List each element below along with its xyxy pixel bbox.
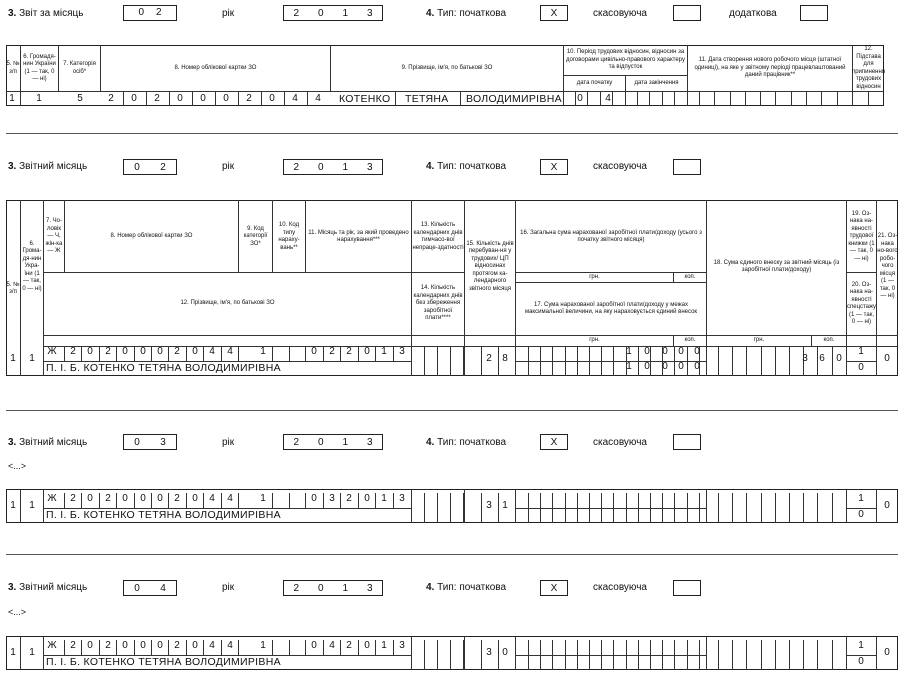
col-7-header: 7. Категорія осіб*	[63, 61, 96, 75]
field-4-number: 4.	[426, 161, 435, 172]
full-name: П. І. Б. КОТЕНКО ТЕТЯНА ВОЛОДИМИРІВНА	[46, 509, 281, 521]
month-digit: 3	[160, 436, 166, 448]
col-12-header: 12. Прізвище, ім'я, по батькові ЗО	[180, 300, 275, 307]
col-10b-header: дата закінчення	[634, 79, 679, 86]
year-digit: 2	[293, 7, 300, 19]
field-3-number: 3.	[8, 161, 17, 172]
sum17-digit: 0	[662, 361, 668, 372]
type-additional-checkbox[interactable]	[800, 5, 828, 21]
section-divider	[6, 554, 898, 555]
workbook-flag: 1	[858, 346, 864, 357]
type-initial-checkbox[interactable]	[540, 5, 568, 21]
card-digit: 0	[122, 493, 128, 504]
card-digit: 0	[140, 640, 146, 651]
col-10-header: 10. Код типу нараху-вань**	[278, 222, 300, 251]
days-digit: 8	[502, 353, 508, 364]
start-digit: 4	[605, 93, 611, 104]
report-type-label: Тип: початкова	[437, 437, 507, 448]
card-digit: 4	[227, 346, 233, 357]
year-digit: 2	[293, 161, 300, 173]
year-digit: 1	[342, 436, 349, 448]
col-18-kop: коп.	[823, 337, 835, 344]
year-digit: 0	[317, 436, 324, 448]
card-digit: 2	[154, 93, 160, 104]
card-digit: 0	[87, 493, 93, 504]
type-cancel-checkbox[interactable]	[673, 159, 701, 175]
col-20-header: 20. Оз-нака на-явності спецстажу (1 — так, 0 — ні)	[846, 281, 877, 325]
type-cancel-label: скасовуюча	[593, 437, 647, 448]
col-10a-header: дата початку	[576, 79, 613, 86]
sum16-digit: 0	[644, 346, 650, 357]
citizen-flag: 1	[29, 353, 35, 364]
year-digit: 0	[317, 7, 324, 19]
report-month-label: Звіт за місяць	[19, 8, 84, 19]
days-digit: 0	[502, 647, 508, 658]
type-cancel-label: скасовуюча	[593, 161, 647, 172]
month-digit: 2	[156, 7, 162, 18]
check-mark: X	[550, 436, 558, 448]
period-digit: 3	[399, 493, 405, 504]
year-label: рік	[222, 161, 235, 172]
report-year-box[interactable]	[283, 159, 383, 175]
field-4-number: 4.	[426, 437, 435, 448]
card-digit: 0	[177, 93, 183, 104]
type-initial-checkbox[interactable]	[540, 580, 568, 596]
report-year-box[interactable]	[283, 434, 383, 450]
new-job-flag: 0	[884, 500, 890, 511]
col-8-header: 8. Номер облікової картки ЗО	[110, 233, 193, 240]
card-digit: 4	[227, 640, 233, 651]
month-digit: 0	[138, 7, 144, 18]
category-code: 1	[260, 640, 266, 651]
card-digit: 0	[157, 493, 163, 504]
card-digit: 0	[192, 640, 198, 651]
card-digit: 2	[174, 346, 180, 357]
col-15-header: 15. Кількість днів перебуван-ня у трудових/ ЦП відносинах протягом ка-лендарного звітного місяця	[466, 240, 514, 292]
start-digit: 0	[577, 93, 583, 104]
year-digit: 1	[342, 7, 349, 19]
month-digit: 4	[160, 582, 166, 594]
sex-value: Ж	[47, 346, 57, 357]
field-3-number: 3.	[8, 437, 17, 448]
field-3-number: 3.	[8, 8, 17, 19]
type-initial-checkbox[interactable]	[540, 434, 568, 450]
year-digit: 3	[366, 7, 373, 19]
sex-value: Ж	[47, 493, 57, 504]
days-digit: 2	[486, 353, 492, 364]
card-digit: 4	[209, 346, 215, 357]
period-digit: 1	[381, 493, 387, 504]
field-3-number: 3.	[8, 582, 17, 593]
type-cancel-checkbox[interactable]	[673, 5, 701, 21]
sum16-digit: 0	[694, 346, 700, 357]
card-digit: 2	[105, 493, 111, 504]
type-initial-checkbox[interactable]	[540, 159, 568, 175]
report-year-box[interactable]	[283, 580, 383, 596]
card-digit: 2	[70, 346, 76, 357]
col-12-header: 12. Підстава для припинення трудових відносин	[851, 46, 886, 90]
omission-marker: <...>	[8, 461, 27, 471]
col-9-header: 9. Код категорії ЗО*	[243, 225, 268, 247]
card-digit: 2	[246, 93, 252, 104]
col-11-header: 11. Місяць та рік, за який проведено нарахування***	[308, 229, 409, 243]
col-16-kop: коп.	[684, 273, 696, 280]
card-digit: 0	[192, 493, 198, 504]
col-5-header: 5. № з/п	[6, 281, 20, 295]
period-digit: 3	[399, 640, 405, 651]
card-digit: 0	[269, 93, 275, 104]
year-digit: 3	[366, 161, 373, 173]
col-5-header: 5. № з/п	[6, 61, 20, 75]
full-name: П. І. Б. КОТЕНКО ТЕТЯНА ВОЛОДИМИРІВНА	[46, 656, 281, 668]
days-digit: 3	[486, 647, 492, 658]
full-name: П. І. Б. КОТЕНКО ТЕТЯНА ВОЛОДИМИРІВНА	[46, 362, 281, 374]
reporting-month-label: Звітний місяць	[19, 582, 88, 593]
report-month-box[interactable]	[123, 5, 177, 21]
field-4-number: 4.	[426, 582, 435, 593]
month-digit: 0	[134, 161, 140, 173]
reporting-month-label: Звітний місяць	[19, 437, 88, 448]
sum16-digit: 1	[626, 346, 632, 357]
month-digit: 0	[134, 582, 140, 594]
sum17-digit: 0	[678, 361, 684, 372]
year-digit: 2	[293, 582, 300, 594]
col-17-kop: коп.	[684, 337, 696, 344]
period-digit: 0	[311, 346, 317, 357]
card-digit: 2	[105, 640, 111, 651]
card-digit: 0	[157, 346, 163, 357]
workbook-flag: 1	[858, 640, 864, 651]
year-digit: 1	[342, 582, 349, 594]
citizen-flag: 1	[36, 93, 42, 104]
omission-marker: <...>	[8, 607, 27, 617]
period-digit: 0	[311, 493, 317, 504]
card-digit: 4	[227, 493, 233, 504]
card-digit: 2	[70, 640, 76, 651]
card-digit: 0	[140, 346, 146, 357]
col-17-grn: грн.	[589, 337, 600, 344]
new-job-flag: 0	[884, 647, 890, 658]
month-digit: 2	[160, 161, 166, 173]
contrib-digit: 3	[802, 353, 808, 364]
period-digit: 4	[329, 640, 335, 651]
type-cancel-checkbox[interactable]	[673, 434, 701, 450]
col-18-grn: грн.	[753, 337, 765, 344]
row-number: 1	[9, 93, 15, 104]
given-name: ТЕТЯНА	[405, 93, 449, 105]
col-19-header: 19. Оз-нака на-явності трудової книжки (1 — так, 0 — ні)	[848, 210, 875, 262]
card-digit: 0	[192, 346, 198, 357]
patronymic: ВОЛОДИМИРІВНА	[466, 93, 562, 105]
type-cancel-checkbox[interactable]	[673, 580, 701, 596]
card-digit: 2	[174, 493, 180, 504]
col-7-header: 7. Чо-ловік — Ч, жін-ка — Ж	[45, 218, 63, 255]
surname: КОТЕНКО	[339, 93, 391, 105]
row-number: 1	[10, 353, 16, 364]
sum16-digit: 0	[678, 346, 684, 357]
sum17-digit: 0	[644, 361, 650, 372]
year-digit: 0	[317, 161, 324, 173]
card-digit: 2	[174, 640, 180, 651]
contrib-digit: 6	[819, 353, 825, 364]
card-digit: 0	[131, 93, 137, 104]
check-mark: X	[550, 161, 558, 173]
card-digit: 2	[70, 493, 76, 504]
month-digit: 0	[134, 436, 140, 448]
period-digit: 0	[364, 493, 370, 504]
year-digit: 1	[342, 161, 349, 173]
col-21-header: 21. Оз-нака но-вого робо-чого місця (1 — так, 0 — ні)	[877, 233, 898, 300]
workbook-flag: 1	[858, 493, 864, 504]
col-16-grn: грн.	[589, 273, 600, 280]
period-digit: 0	[364, 346, 370, 357]
year-digit: 3	[366, 436, 373, 448]
card-digit: 2	[108, 93, 114, 104]
year-label: рік	[222, 437, 235, 448]
year-digit: 3	[366, 582, 373, 594]
card-digit: 0	[140, 493, 146, 504]
type-cancel-label: скасовуюча	[593, 582, 647, 593]
report-type-label: Тип: початкова	[437, 161, 507, 172]
card-digit: 0	[122, 346, 128, 357]
period-digit: 2	[346, 346, 352, 357]
card-digit: 0	[223, 93, 229, 104]
days-digit: 3	[486, 500, 492, 511]
col-6-header: 6. Грома-дя-нин Укра-їни (1 — так, 0 — ні)	[22, 240, 42, 292]
card-digit: 0	[122, 640, 128, 651]
card-digit: 4	[209, 640, 215, 651]
year-label: рік	[222, 8, 235, 19]
card-digit: 4	[292, 93, 298, 104]
days-digit: 1	[502, 500, 508, 511]
row-number: 1	[10, 500, 16, 511]
year-digit: 2	[293, 436, 300, 448]
period-digit: 2	[329, 346, 335, 357]
col-9-header: 9. Прізвище, ім'я, по батькові ЗО	[401, 64, 493, 71]
sum16-digit: 0	[662, 346, 668, 357]
col-18-header: 18. Сума єдиного внеску за звітний місяць (із заробітної плати/доходу)	[713, 259, 840, 273]
card-digit: 0	[200, 93, 206, 104]
period-digit: 0	[311, 640, 317, 651]
category-code: 1	[260, 493, 266, 504]
field-4-number: 4.	[426, 8, 435, 19]
citizen-flag: 1	[29, 647, 35, 658]
section-divider	[6, 133, 898, 134]
card-digit: 0	[87, 346, 93, 357]
contrib-digit: 0	[836, 353, 842, 364]
report-type-label: Тип: початкова	[437, 582, 507, 593]
section-divider	[6, 410, 898, 411]
period-digit: 1	[381, 640, 387, 651]
sum17-digit: 1	[626, 361, 632, 372]
card-digit: 0	[87, 640, 93, 651]
card-digit: 2	[105, 346, 111, 357]
reporting-month-box[interactable]	[123, 580, 177, 596]
card-digit: 4	[209, 493, 215, 504]
reporting-month-label: Звітний місяць	[19, 161, 88, 172]
period-digit: 2	[346, 640, 352, 651]
report-year-box[interactable]	[283, 5, 383, 21]
type-additional-label: додаткова	[729, 8, 777, 19]
year-label: рік	[222, 582, 235, 593]
new-job-flag: 0	[884, 353, 890, 364]
col-10-header: 10. Період трудових відносин, відносин за договорами цивільно-правового характеру та відпусток	[566, 49, 685, 71]
special-service-flag: 0	[858, 656, 864, 667]
check-mark: X	[550, 7, 558, 19]
report-type-label: Тип: початкова	[437, 8, 507, 19]
year-digit: 0	[317, 582, 324, 594]
col-16-header: 16. Загальна сума нарахованої заробітної плати/доходу (усього з початку звітного місяця)	[520, 229, 702, 243]
reporting-month-box[interactable]	[123, 434, 177, 450]
col-13-header: 13. Кількість календарних днів тимчасо-вої непраце-здатності	[412, 222, 464, 251]
col-17-header: 17. Сума нарахованої заробітної плати/доходу у межах максимальної величини, на яку нараховується єдиний внесок	[524, 301, 698, 315]
category-code: 1	[260, 346, 266, 357]
special-service-flag: 0	[858, 362, 864, 373]
row-number: 1	[10, 647, 16, 658]
sex-value: Ж	[47, 640, 57, 651]
citizen-flag: 1	[29, 500, 35, 511]
check-mark: X	[550, 582, 558, 594]
card-digit: 0	[157, 640, 163, 651]
period-digit: 3	[329, 493, 335, 504]
period-digit: 0	[364, 640, 370, 651]
card-digit: 4	[315, 93, 321, 104]
col-8-header: 8. Номер облікової картки ЗО	[174, 64, 257, 71]
category-value: 5	[77, 93, 83, 104]
period-digit: 2	[346, 493, 352, 504]
reporting-month-box[interactable]	[123, 159, 177, 175]
col-11-header: 11. Дата створення нового робочого місця (штатної одиниці), на яке у звітному періоді працевлаштований даний працівник**	[694, 57, 846, 79]
col-14-header: 14. Кількість календарних днів без збереження заробітної плати****	[413, 285, 463, 322]
col-6-header: 6. Громадя-нин України (1 — так, 0 — ні)	[23, 53, 56, 82]
period-digit: 3	[399, 346, 405, 357]
period-digit: 1	[381, 346, 387, 357]
special-service-flag: 0	[858, 509, 864, 520]
type-cancel-label: скасовуюча	[593, 8, 647, 19]
sum17-digit: 0	[694, 361, 700, 372]
